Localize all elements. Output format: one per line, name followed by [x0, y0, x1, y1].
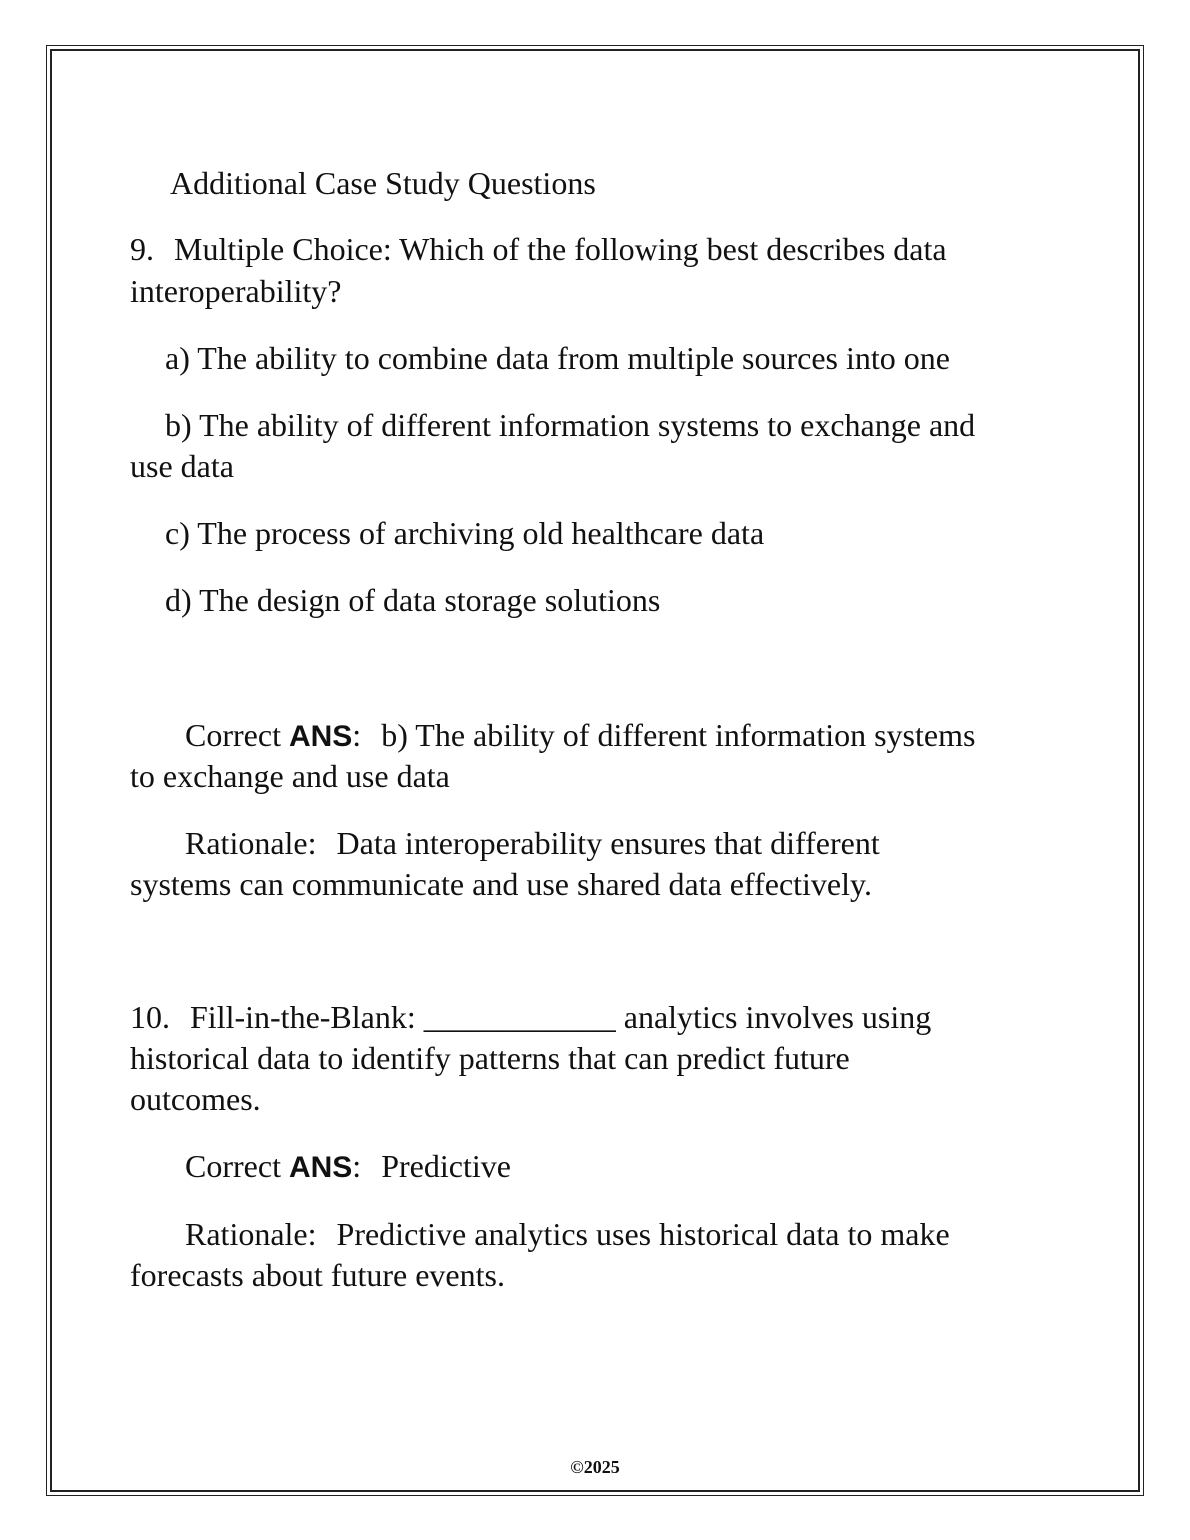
q10-rationale-line1	[185, 1214, 950, 1255]
q9-answer-colon: :	[352, 717, 362, 753]
q10-rationale-line2: forecasts about future events.	[130, 1257, 505, 1293]
q9-option-b-line1: b) The ability of different information systems to exchange and	[165, 407, 976, 443]
q9-answer-text-line1: b) The ability of different information systems	[381, 717, 976, 753]
q10-answer-prefix: Correct	[185, 1148, 281, 1184]
q10-answer-colon: :	[352, 1148, 362, 1184]
q9-rationale-line2: systems can communicate and use shared data effectively.	[130, 866, 872, 902]
q9-answer-line2: to exchange and use data	[130, 758, 450, 794]
q9-number: 9.	[130, 231, 154, 267]
q9-option-c: c) The process of archiving old healthcare data	[165, 515, 765, 551]
q9-rationale-text-line1: Data interoperability ensures that different	[336, 825, 880, 861]
q9-answer-line1	[185, 715, 975, 757]
copyright-footer: ©2025	[570, 1457, 620, 1477]
q10-answer-word: ANS	[288, 1151, 353, 1184]
q9-option-d: d) The design of data storage solutions	[165, 582, 661, 618]
q10-prompt-line1	[130, 997, 931, 1038]
q9-rationale-label: Rationale:	[185, 825, 317, 861]
q10-rationale-text-line1: Predictive analytics uses historical data to make	[336, 1216, 950, 1252]
q10-prompt-line3: outcomes.	[130, 1081, 261, 1117]
page-heading: Additional Case Study Questions	[170, 165, 596, 201]
q9-answer-word: ANS	[288, 720, 353, 753]
q9-option-b-line2: use data	[130, 448, 234, 484]
q9-option-a: a) The ability to combine data from multiple sources into one	[165, 340, 950, 376]
q10-prompt-line2: historical data to identify patterns that can predict future	[130, 1040, 850, 1076]
q9-prompt-line2: interoperability?	[130, 273, 342, 309]
q10-text-line1: Fill-in-the-Blank: ____________ analytics involves using	[190, 999, 932, 1035]
q10-number: 10.	[130, 999, 170, 1035]
q9-answer-prefix: Correct	[185, 717, 281, 753]
q10-rationale-label: Rationale:	[185, 1216, 317, 1252]
q10-answer-value: Predictive	[381, 1148, 511, 1184]
q10-answer	[185, 1146, 511, 1188]
q9-text-line1: Multiple Choice: Which of the following best describes data	[174, 231, 947, 267]
q9-prompt-line1	[130, 229, 947, 270]
q9-rationale-line1	[185, 823, 880, 864]
